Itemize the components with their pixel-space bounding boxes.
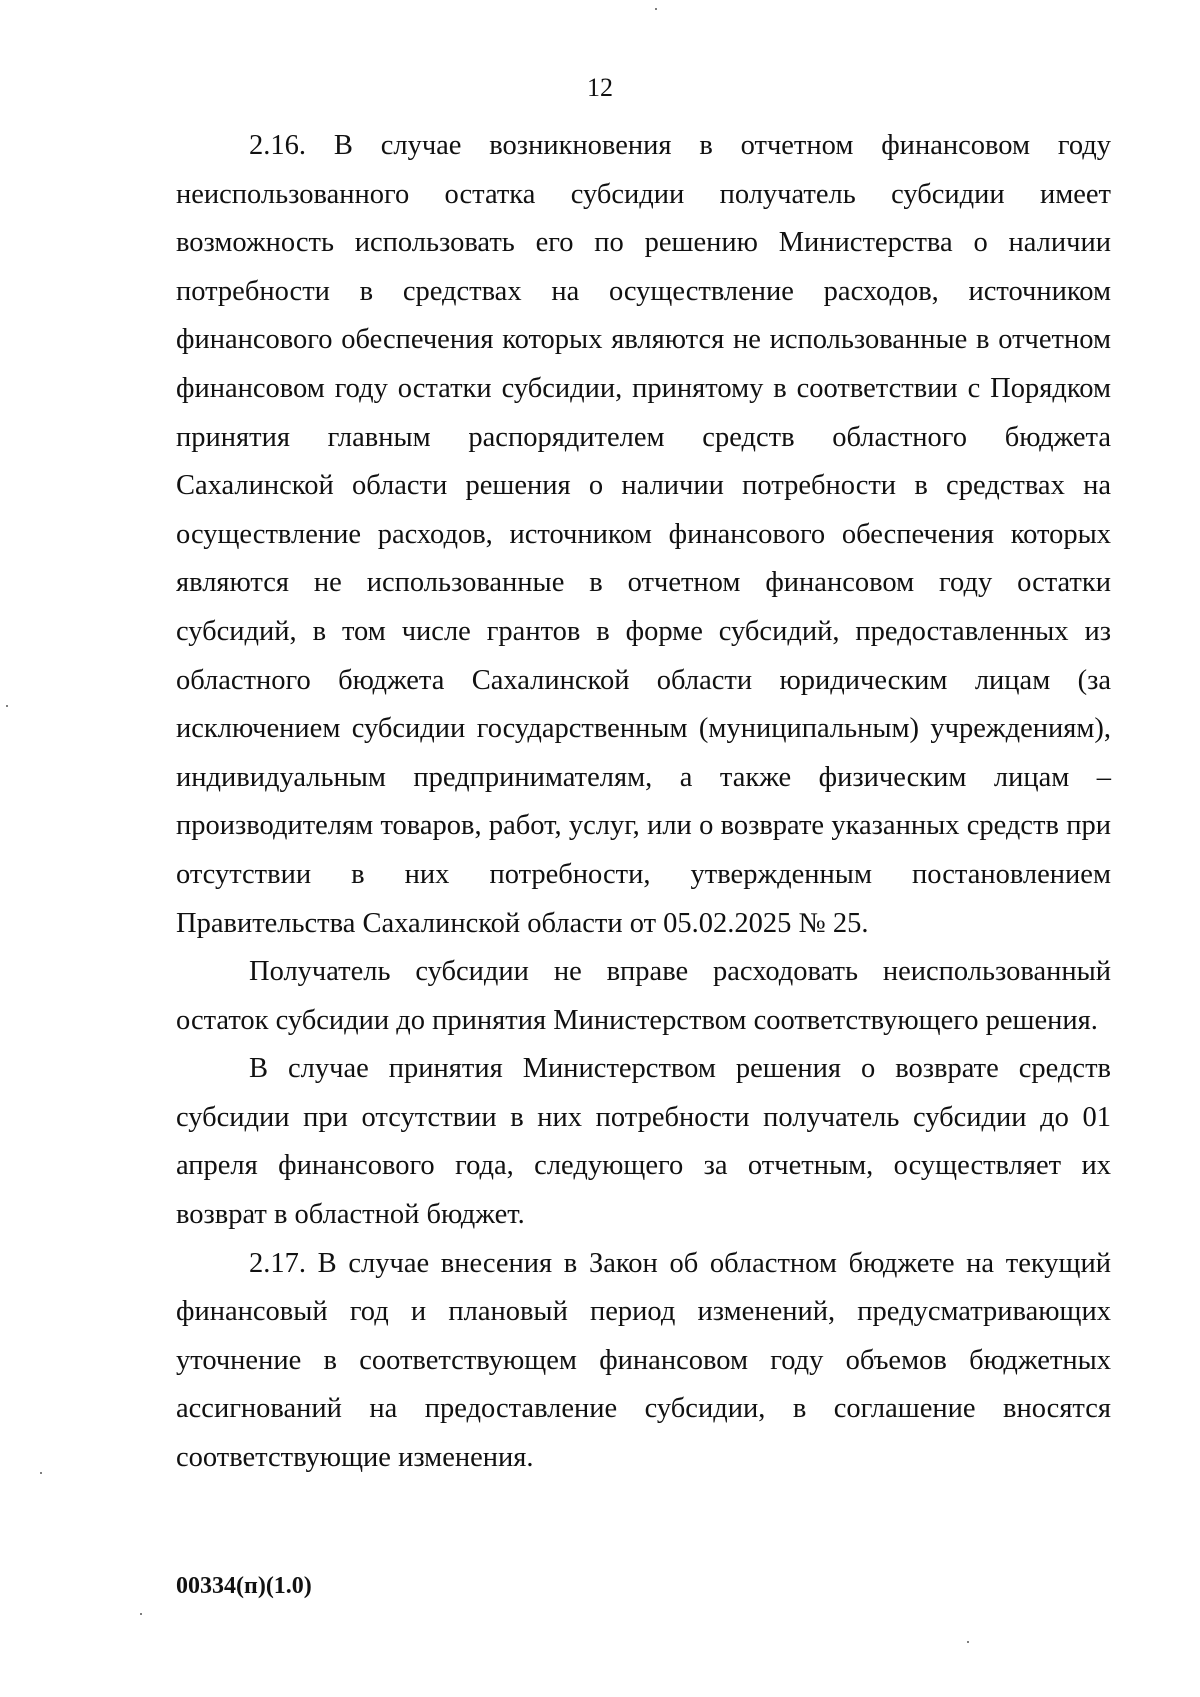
paragraph-2-17: 2.17. В случае внесения в Закон об областном бюджете на текущий финансовый год и плановый период изменений, предусматривающих уточнение в соответствующем финансовом году объемов бюджетных ассигнований на предоставление субсидии, в соглашение вносятся соответствующие изменения. [176,1247,1111,1474]
document-code: 00334(п)(1.0) [176,1573,312,1599]
scan-speck [655,8,657,10]
document-body [176,122,1111,1483]
scan-speck [40,1472,42,1474]
paragraph-recipient-restriction: Получатель субсидии не вправе расходовать неиспользованный остаток субсидии до принятия Министерством соответствующего решения. [176,956,1111,1036]
scan-speck [140,1613,142,1615]
page-number: 12 [587,73,613,102]
scan-speck [967,1641,969,1643]
paragraph-refund-decision: В случае принятия Министерством решения о возврате средств субсидии при отсутствии в них потребности получатель субсидии до 01 апреля финансового года, следующего за отчетным, осуществляет их возврат в областной бюджет. [176,1053,1111,1231]
scan-speck [6,705,8,707]
paragraph-2-16: 2.16. В случае возникновения в отчетном финансовом году неиспользованного остатка субсидии получатель субсидии имеет возможность использовать его по решению Министерства о наличии потребности в средствах на осуществление расходов, источником финансового обеспечения которых являются не использованные в отчетном финансовом году остатки субсидии, принятому в соответствии с Порядком принятия главным распорядителем средств областного бюджета Сахалинской области решения о наличии потребности в средствах на осуществление расходов, источником финансового обеспечения которых являются не использованные в отчетном финансовом году остатки субсидий, в том числе грантов в форме субсидий, предоставленных из областного бюджета Сахалинской области юридическим лицам (за исключением субсидии государственным (муниципальным) учреждениям), индивидуальным предпринимателям, а также физическим лицам – производителям товаров, работ, услуг, или о возврате указанных средств при отсутствии в них потребности, утвержденным постановлением Правительства Сахалинской области от 05.02.2025 № 25. [176,130,1111,939]
